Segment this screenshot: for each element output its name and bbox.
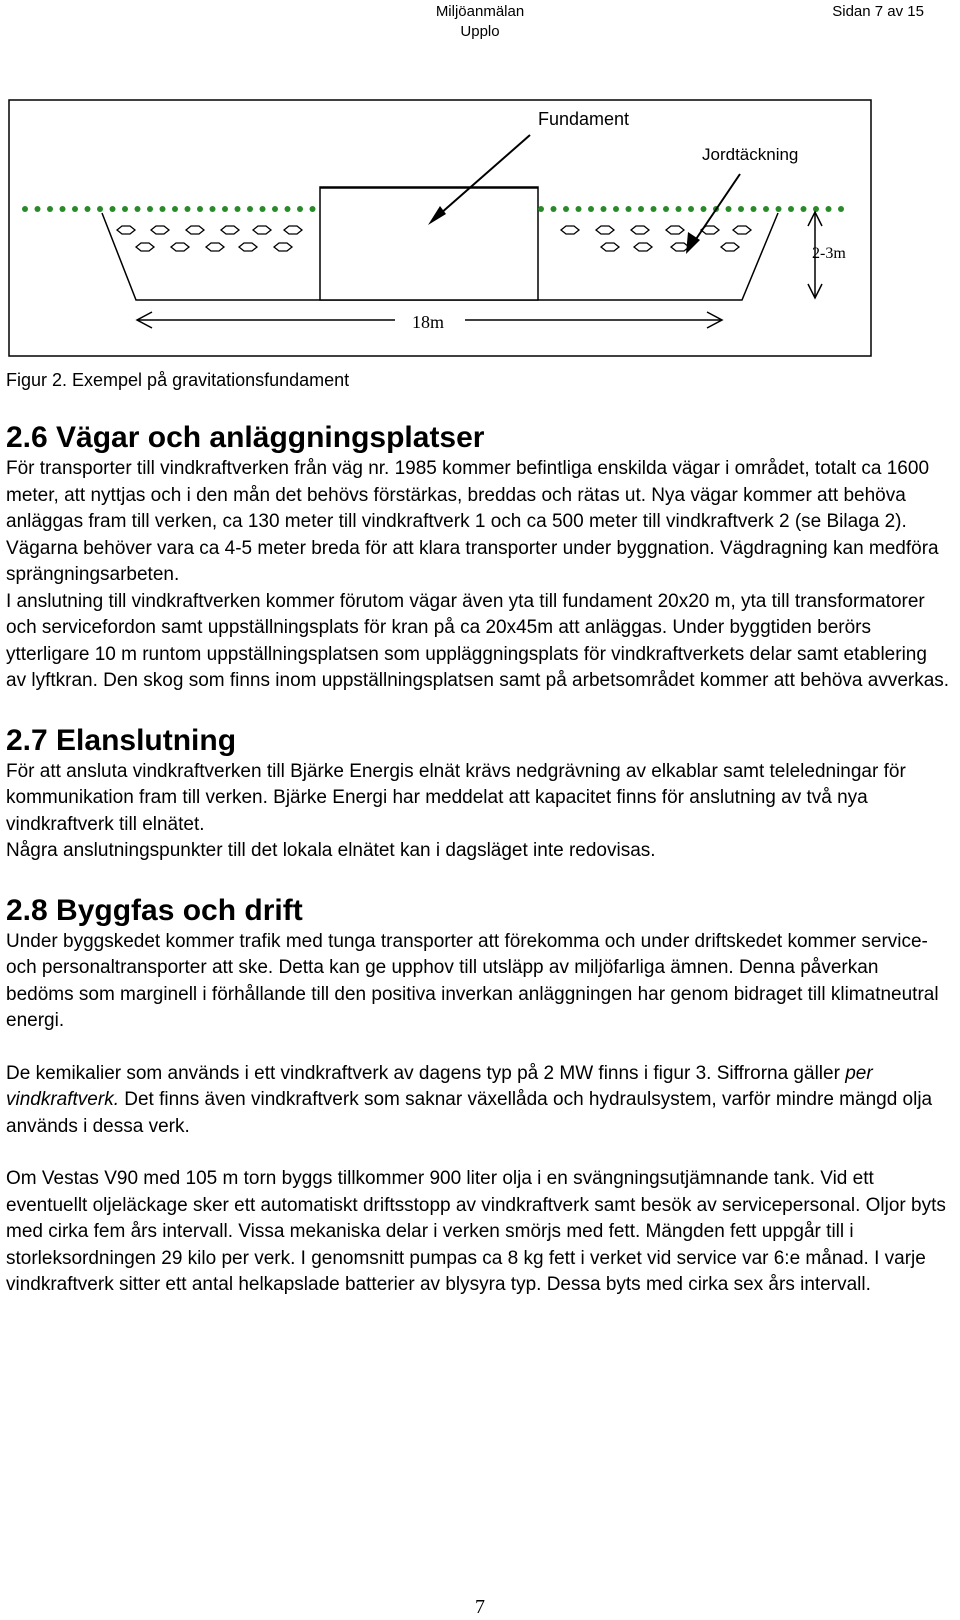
grass-dot [788, 206, 794, 212]
ground-surface-dots-right [538, 206, 844, 212]
grass-dot [85, 206, 91, 212]
foundation-diagram [0, 0, 960, 370]
foundation-block [320, 187, 538, 300]
grass-dot [601, 206, 607, 212]
grass-dot [801, 206, 807, 212]
grass-dot [110, 206, 116, 212]
grass-dot [738, 206, 744, 212]
gravel-stone [136, 243, 154, 251]
gravel-stone [221, 226, 239, 234]
gravel-stone [284, 226, 302, 234]
grass-dot [235, 206, 241, 212]
soil-cover-arrow [690, 174, 740, 248]
grass-dot [247, 206, 253, 212]
grass-dot [47, 206, 53, 212]
paragraph-roads-1: För transporter till vindkraftverken från väg nr. 1985 kommer befintliga enskilda vägar i området, totalt ca 1600 meter, att nyttjas och i den mån det behövs förstärkas, breddas och rätas ut. Nya vägar kommer att behöva anläggas fram till verken, ca 130 meter till vindkraftverk 1 och ca 500 meter till vindkraftverk 2 (se Bilaga 2). Vägarna behöver vara ca 4-5 meter breda för att klara transporter under byggnation. Vägdragning kan medföra sprängningsarbeten. [6, 458, 939, 585]
gravel-stone [596, 226, 614, 234]
paragraph-roads-2: I anslutning till vindkraftverken kommer förutom vägar även yta till fundament 20x20 m, yta till transformatorer och servicefordon samt uppställningsplats för kran på ca 20x45m att anläggas. Under byggtiden berörs ytterligare 10 m runtom uppställningsplatsen som uppläggningsplats för vindkraftverkets delar samt etablering av lyftkran. Den skog som finns inom uppställningsplatsen samt på arbetsområdet kommer att behöva avverkas. [6, 590, 950, 691]
label-soil-cover: Jordtäckning [702, 145, 799, 164]
grass-dot [776, 206, 782, 212]
figure-caption: Figur 2. Exempel på gravitationsfundament [6, 370, 350, 390]
header-page-label: Sidan 7 av 15 [832, 3, 924, 20]
paragraph-construction-3: Om Vestas V90 med 105 m torn byggs tillkommer 900 liter olja i en svängningsutjämnande tank. Vid ett eventuellt oljeläckage sker ett automatiskt driftsstopp av vindkraftverk samt besök av servicepersonal. Oljor byts med cirka fem års intervall. Vissa mekaniska delar i verken smörjs med fett. Mängden fett uppgår till i storleksordningen 29 kilo per verk. I genomsnitt pumpas ca 8 kg fett i verket vid service var 6:e månad. I varje vindkraftverk sitter ett antal helkapslade batterier av blysyra typ. Dessa byts med cirka sex års intervall. [6, 1168, 946, 1295]
header-doc-title: Miljöanmälan [435, 3, 525, 20]
gravel-stone [239, 243, 257, 251]
paragraph-grid-2: Några anslutningspunkter till det lokala elnätet kan i dagsläget inte redovisas. [6, 840, 656, 861]
paragraph-construction-1: Under byggskedet kommer trafik med tunga transporter att förekomma och under driftskedet kommer service- och personaltransporter att ske. Detta kan ge upphov till utsläpp av miljöfarliga ämnen. Denna påverkan bedöms som marginell i förhållande till den positiva inverkan anläggningen har genom bidraget till klimatneutral energi. [6, 930, 939, 1031]
grass-dot [538, 206, 544, 212]
grass-dot [172, 206, 178, 212]
grass-dot [588, 206, 594, 212]
section-heading-roads: 2.6 Vägar och anläggningsplatser [6, 421, 485, 454]
grass-dot [297, 206, 303, 212]
gravel-stone [721, 243, 739, 251]
gravel-stone [186, 226, 204, 234]
grass-dot [763, 206, 769, 212]
paragraph-construction-2 [6, 1061, 951, 1141]
grass-dot [688, 206, 694, 212]
grass-dot [613, 206, 619, 212]
grass-dot [35, 206, 41, 212]
gravel-stone [634, 243, 652, 251]
gravel-stone [151, 226, 169, 234]
grass-dot [576, 206, 582, 212]
grass-dot [826, 206, 832, 212]
document-body [6, 420, 951, 1299]
grass-dot [147, 206, 153, 212]
gravel-stone [561, 226, 579, 234]
ground-surface-dots-left [22, 206, 316, 212]
header-project: Upplo [460, 23, 500, 40]
label-foundation: Fundament [538, 109, 630, 129]
gravel-stone [601, 243, 619, 251]
gravel-stone [631, 226, 649, 234]
paragraph-construction-2-a: De kemikalier som används i ett vindkraftverk av dagens typ på 2 MW finns i figur 3. Siffrorna gäller [6, 1062, 846, 1084]
paragraph-construction-2-b: Det finns även vindkraftverk som saknar växellåda och hydraulsystem, varför mindre mängd olja används i dessa verk. [6, 1089, 933, 1137]
paragraph-construction-2-emphasis: per vindkraftverk. [6, 1062, 873, 1110]
grass-dot [726, 206, 732, 212]
grass-dot [651, 206, 657, 212]
grass-dot [551, 206, 557, 212]
grass-dot [72, 206, 78, 212]
grass-dot [663, 206, 669, 212]
grass-dot [638, 206, 644, 212]
grass-dot [135, 206, 141, 212]
grass-dot [197, 206, 203, 212]
gravel-stone [253, 226, 271, 234]
label-width: 18m [412, 312, 445, 332]
gravel-stone [206, 243, 224, 251]
grass-dot [160, 206, 166, 212]
grass-dot [676, 206, 682, 212]
gravel-stone [171, 243, 189, 251]
grass-dot [272, 206, 278, 212]
gravel-stone [274, 243, 292, 251]
gravel-stone [666, 226, 684, 234]
gravel-stone [117, 226, 135, 234]
grass-dot [563, 206, 569, 212]
section-heading-construction: 2.8 Byggfas och drift [6, 893, 303, 927]
label-depth: 2-3m [812, 245, 846, 262]
grass-dot [97, 206, 103, 212]
grass-dot [260, 206, 266, 212]
grass-dot [185, 206, 191, 212]
grass-dot [22, 206, 28, 212]
grass-dot [285, 206, 291, 212]
section-heading-grid-connection: 2.7 Elanslutning [6, 723, 237, 757]
gravel-stone [733, 226, 751, 234]
grass-dot [751, 206, 757, 212]
grass-dot [626, 206, 632, 212]
paragraph-grid-1: För att ansluta vindkraftverken till Bjärke Energis elnät krävs nedgrävning av elkablar samt teleledningar för kommunikation fram till verken. Bjärke Energi har meddelat att kapacitet finns för anslutning av två nya vindkraftverk till elnätet. [6, 760, 906, 835]
grass-dot [813, 206, 819, 212]
grass-dot [701, 206, 707, 212]
grass-dot [838, 206, 844, 212]
gravel-stone [671, 243, 689, 251]
grass-dot [222, 206, 228, 212]
page-number: 7 [475, 1596, 485, 1618]
grass-dot [310, 206, 316, 212]
grass-dot [60, 206, 66, 212]
grass-dot [122, 206, 128, 212]
grass-dot [210, 206, 216, 212]
